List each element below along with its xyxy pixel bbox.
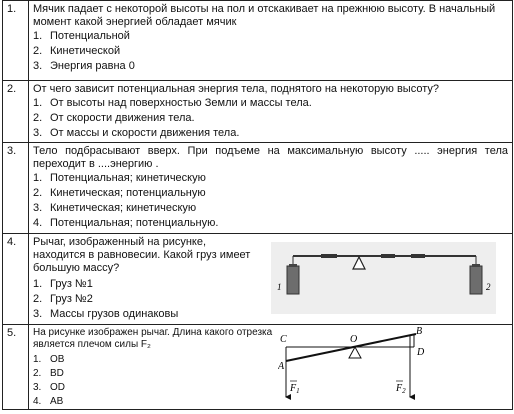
beam-mark — [381, 254, 395, 258]
lever-forces-figure — [278, 325, 428, 403]
answer-options — [33, 96, 508, 141]
answer-options — [33, 171, 508, 231]
question-text: От чего зависит потенциальная энергия тела, поднятого на некоторую высоту? — [33, 83, 439, 95]
answer-option: 2. Кинетическая; потенциальную — [33, 187, 206, 199]
answer-option: 1. Потенциальная; кинетическую — [33, 172, 206, 184]
figure-background — [271, 242, 496, 314]
answer-option: 3. OD — [33, 382, 65, 393]
force-f2-label: $F_2$ — [396, 383, 406, 395]
answer-option: 1. От высоты над поверхностью Земли и массы тела. — [33, 97, 312, 109]
answer-option: 2. Груз №2 — [33, 293, 93, 305]
question-row-1 — [3, 1, 513, 81]
point-a-label: A — [278, 361, 285, 372]
question-number: 1. — [3, 1, 29, 81]
point-c-label: C — [280, 334, 287, 345]
question-text: Тело подбрасывают вверх. При подъеме на максимальную высоту ..... энергия тела переходит в ....энергию . — [33, 145, 508, 170]
answer-options — [33, 277, 263, 322]
answer-option: 3. Массы грузов одинаковы — [33, 308, 179, 320]
answer-option: 1. Потенциальной — [33, 30, 130, 42]
weight-hook — [289, 264, 297, 267]
answer-options — [33, 353, 278, 409]
point-o-label: O — [350, 334, 358, 345]
answer-option: 1. Груз №1 — [33, 278, 93, 290]
pivot-triangle — [349, 347, 361, 358]
answer-option: 2. От скорости движения тела. — [33, 112, 195, 124]
beam-mark — [321, 254, 337, 258]
point-b-label: B — [416, 326, 423, 337]
answer-option: 3. Кинетическая; кинетическую — [33, 202, 197, 214]
answer-option: 3. Энергия равна 0 — [33, 60, 135, 72]
answer-option: 1. OB — [33, 354, 65, 365]
answer-option: 4. AB — [33, 396, 64, 407]
point-d-label: D — [417, 347, 425, 358]
weight-2-label: 2 — [486, 282, 491, 292]
questions-table — [2, 0, 513, 410]
weight-1-label: 1 — [277, 282, 282, 292]
question-row-2 — [3, 81, 513, 143]
question-text: На рисунке изображен рычаг. Длина какого отрезка является плечом силы F₂ — [33, 327, 273, 350]
question-text: Рычаг, изображенный на рисунке, находится в равновесии. Какой груз имеет большую массу? — [33, 236, 251, 274]
answer-option: 2. BD — [33, 368, 64, 379]
question-row-3 — [3, 143, 513, 234]
balanced-lever-figure — [271, 242, 496, 314]
question-number: 5. — [3, 325, 29, 410]
weight-2 — [470, 266, 482, 294]
beam-mark — [411, 254, 425, 258]
question-number: 3. — [3, 143, 29, 234]
force-f1-label: $F_1$ — [290, 383, 300, 395]
question-text: Мячик падает с некоторой высоты на пол и отскакивает на прежнюю высоту. В начальный момент какой энергией обладает мячик — [33, 3, 496, 28]
answer-option: 3. От массы и скорости движения тела. — [33, 127, 240, 139]
question-row-4 — [3, 234, 513, 325]
weight-1 — [287, 266, 299, 294]
answer-option: 2. Кинетической — [33, 45, 121, 57]
answer-options — [33, 29, 508, 74]
question-number: 2. — [3, 81, 29, 143]
question-number: 4. — [3, 234, 29, 325]
question-row-5 — [3, 325, 513, 410]
weight-hook — [472, 264, 480, 267]
answer-option: 4. Потенциальная; потенциальную. — [33, 217, 219, 229]
